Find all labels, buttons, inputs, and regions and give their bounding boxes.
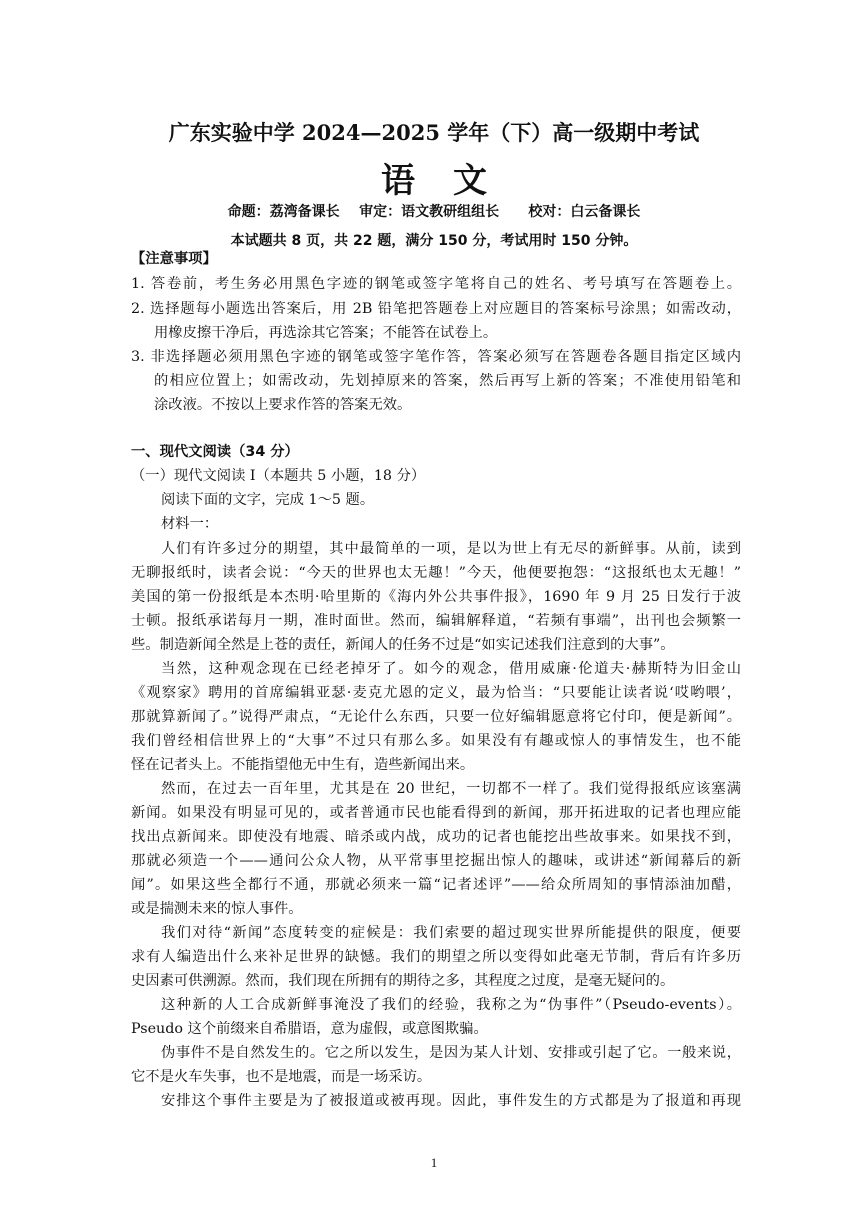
paragraph-line: 新闻。如果没有明显可见的，或者普通市民也能看得到的新闻，那开拓进取的记者也理应能 (131, 805, 741, 821)
paragraph-line: 然而，在过去一百年里，尤其是在 20 世纪，一切都不一样了。我们觉得报纸应该塞满 (161, 781, 741, 797)
notice-item: 2. 选择题每小题选出答案后，用 2B 铅笔把答题卷上对应题目的答案标号涂黑；如需改动， (131, 301, 741, 317)
paragraph-line: 我们对待“新闻”态度转变的症候是：我们索要的超过现实世界所能提供的限度，便要 (161, 925, 741, 941)
paragraph-line: 伪事件不是自然发生的。它之所以发生，是因为某人计划、安排或引起了它。一般来说， (161, 1045, 741, 1061)
paragraph-line: Pseudo 这个前缀来自希腊语，意为虚假，或意图欺骗。 (131, 1021, 488, 1037)
paragraph-line: 些。制造新闻全然是上苍的责任，新闻人的任务不过是“如实记述我们注意到的大事”。 (131, 637, 675, 653)
paragraph-line: 当然，这种观念现在已经老掉牙了。如今的观念，借用威廉·伦道夫·赫斯特为旧金山 (161, 661, 741, 677)
paragraph-line: 人们有许多过分的期望，其中最简单的一项，是以为世上有无尽的新鲜事。从前，读到 (161, 541, 741, 557)
paragraph-line: 美国的第一份报纸是本杰明·哈里斯的《海内外公共事件报》，1690 年 9 月 25 日发行于波 (131, 589, 741, 605)
paragraph-line: 那就算新闻了。”说得严肃点，“无论什么东西，只要一位好编辑愿意将它付印，便是新闻”。 (131, 709, 741, 725)
notice-item: 用橡皮擦干净后，再选涂其它答案；不能答在试卷上。 (154, 325, 498, 341)
paragraph-line: 或是揣测未来的惊人事件。 (131, 901, 303, 917)
paragraph-line: 无聊报纸时，读者会说：“今天的世界也太无趣！”今天，他便要抱怨：“这报纸也太无趣！” (131, 565, 741, 581)
material-label: 材料一： (161, 516, 219, 532)
paragraph-line: 那就必须造一个——通问公众人物，从平常事里挖掘出惊人的趣味，或讲述“新闻幕后的新 (131, 853, 741, 869)
credits-line: 命题：荔湾备课长 审定：语文教研组组长 校对：白云备课长 (227, 204, 641, 220)
paragraph-line: 求有人编造出什么来补足世界的缺憾。我们的期望之所以变得如此毫无节制，背后有许多历 (131, 949, 741, 965)
notice-item: 1. 答卷前，考生务必用黑色字迹的钢笔或签字笔将自己的姓名、考号填写在答题卷上。 (131, 276, 741, 292)
subject-title: 语文 (381, 161, 525, 201)
paragraph-line: 这种新的人工合成新鲜事淹没了我们的经验，我称之为“伪事件”（Pseudo-events）。 (161, 997, 741, 1013)
notice-item: 涂改液。不按以上要求作答的答案无效。 (154, 397, 412, 413)
notice-item: 的相应位置上；如需改动，先划掉原来的答案，然后再写上新的答案；不准使用铅笔和 (154, 373, 741, 389)
paragraph-line: 《观察家》聘用的首席编辑亚瑟·麦克尤恩的定义，最为恰当：“只要能让读者说‘哎哟喂’， (131, 685, 741, 701)
paragraph-line: 闻”。如果这些全都行不通，那就必须来一篇“记者述评”——给众所周知的事情添油加醋， (131, 877, 741, 893)
page-number: 1 (430, 1155, 438, 1170)
paragraph-line: 史因素可供溯源。然而，我们现在所拥有的期待之多，其程度之过度，是毫无疑问的。 (131, 973, 675, 989)
instruction-text: 阅读下面的文字，完成 1～5 题。 (161, 492, 375, 508)
exam-title: 广东实验中学 2024—2025 学年（下）高一级期中考试 (168, 120, 700, 145)
exam-info: 本试题共 8 页，共 22 题，满分 150 分，考试用时 150 分钟。 (230, 233, 638, 249)
section-heading: 一、现代文阅读（34 分） (131, 444, 299, 460)
paragraph-line: 我们曾经相信世界上的“大事”不过只有那么多。如果没有有趣或惊人的事情发生，也不能 (131, 733, 741, 749)
sub-section-heading: （一）现代文阅读 I（本题共 5 小题，18 分） (131, 468, 426, 484)
paragraph-line: 士顿。报纸承诺每月一期，准时面世。然而，编辑解释道，“若频有事端”，出刊也会频繁一 (131, 613, 741, 629)
paragraph-line: 它不是火车失事，也不是地震，而是一场采访。 (131, 1069, 432, 1085)
notice-heading: 【注意事项】 (131, 251, 217, 267)
notice-item: 3. 非选择题必须用黑色字迹的钢笔或签字笔作答，答案必须写在答题卷各题目指定区域内 (131, 349, 741, 365)
paragraph-line: 安排这个事件主要是为了被报道或被再现。因此，事件发生的方式都是为了报道和再现 (161, 1093, 741, 1109)
paragraph-line: 找出点新闻来。即使没有地震、暗杀或内战，成功的记者也能挖出些故事来。如果找不到， (131, 829, 741, 845)
paragraph-line: 怪在记者头上。不能指望他无中生有，造些新闻出来。 (131, 757, 475, 773)
